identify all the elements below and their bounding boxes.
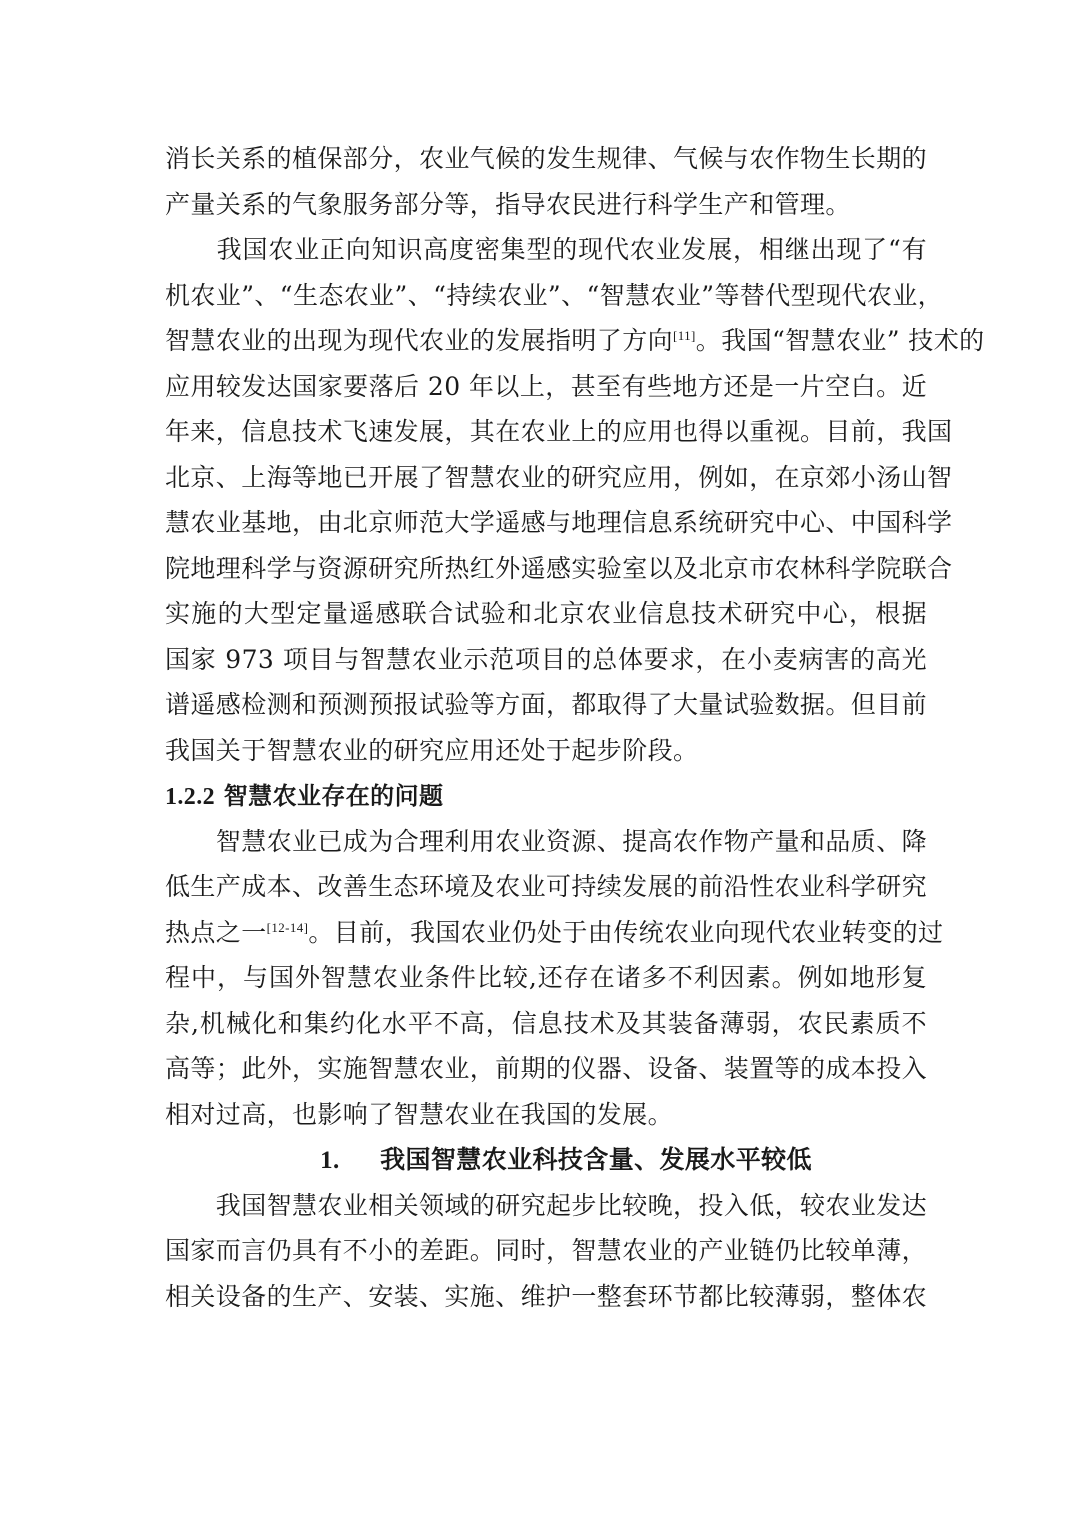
subheading-title: 我国智慧农业科技含量、发展水平较低 [380,1145,812,1174]
paragraph-line: 机农业”、“生态农业”、“持续农业”、“智慧农业”等替代型现代农业， [165,280,944,310]
paragraph-line: 我国关于智慧农业的研究应用还处于起步阶段。 [165,735,699,765]
paragraph-line: 消长关系的植保部分，农业气候的发生规律、气候与农作物生长期的 [165,144,928,173]
line-text: 热点之一 [165,917,267,947]
paragraph-line: 应用较发达国家要落后 20 年以上，甚至有些地方还是一片空白。近 [165,371,927,401]
citation: [11] [673,328,696,343]
paragraph-line: 慧农业基地，由北京师范大学遥感与地理信息系统研究中心、中国科学 [165,508,953,537]
paragraph-line: 程中，与国外智慧农业条件比较,还存在诸多不利因素。例如地形复 [165,963,927,992]
line-text: 。我国“智慧农业” 技术的 [695,326,985,355]
paragraph-line [165,318,985,364]
paragraph-line: 产量关系的气象服务部分等，指导农民进行科学生产和管理。 [165,189,851,219]
paragraph-line: 实施的大型定量遥感联合试验和北京农业信息技术研究中心，根据 [165,599,927,628]
paragraph-line: 高等；此外，实施智慧农业，前期的仪器、设备、装置等的成本投入 [165,1054,928,1083]
section-title: 智慧农业存在的问题 [223,781,444,810]
paragraph-line: 低生产成本、改善生态环境及农业可持续发展的前沿性农业科学研究 [165,872,928,901]
paragraph-line: 院地理科学与资源研究所热红外遥感实验室以及北京市农林科学院联合 [165,553,953,583]
paragraph-line: 谱遥感检测和预测预报试验等方面，都取得了大量试验数据。但目前 [165,690,928,719]
paragraph-line: 北京、上海等地已开展了智慧农业的研究应用，例如，在京郊小汤山智 [165,462,953,492]
paragraph-line: 相对过高，也影响了智慧农业在我国的发展。 [165,1099,674,1129]
line-text: 智慧农业的出现为现代农业的发展指明了方向 [165,326,674,355]
document-page [165,136,985,1319]
citation: [12-14] [266,919,309,935]
subheading-number: 1. [320,1147,340,1174]
section-heading [165,773,927,819]
subheading [165,1137,927,1183]
paragraph-line: 年来，信息技术飞速发展，其在农业上的应用也得以重视。目前，我国 [165,417,953,446]
paragraph-line [165,910,944,956]
paragraph-line: 我国农业正向知识高度密集型的现代农业发展，相继出现了“有 [165,235,927,264]
paragraph-line: 我国智慧农业相关领域的研究起步比较晚，投入低，较农业发达 [165,1190,928,1220]
paragraph-line: 杂,机械化和集约化水平不高，信息技术及其装备薄弱，农民素质不 [165,1008,927,1038]
paragraph-line: 相关设备的生产、安装、实施、维护一整套环节都比较薄弱，整体农 [165,1281,928,1311]
section-number: 1.2.2 [165,784,215,810]
line-text: 。目前，我国农业仍处于由传统农业向现代农业转变的过 [308,917,944,947]
paragraph-line: 国家而言仍具有不小的差距。同时，智慧农业的产业链仍比较单薄， [165,1236,928,1265]
paragraph-line: 国家 973 项目与智慧农业示范项目的总体要求，在小麦病害的高光 [165,644,927,674]
paragraph-line: 智慧农业已成为合理利用农业资源、提高农作物产量和品质、降 [165,826,928,856]
